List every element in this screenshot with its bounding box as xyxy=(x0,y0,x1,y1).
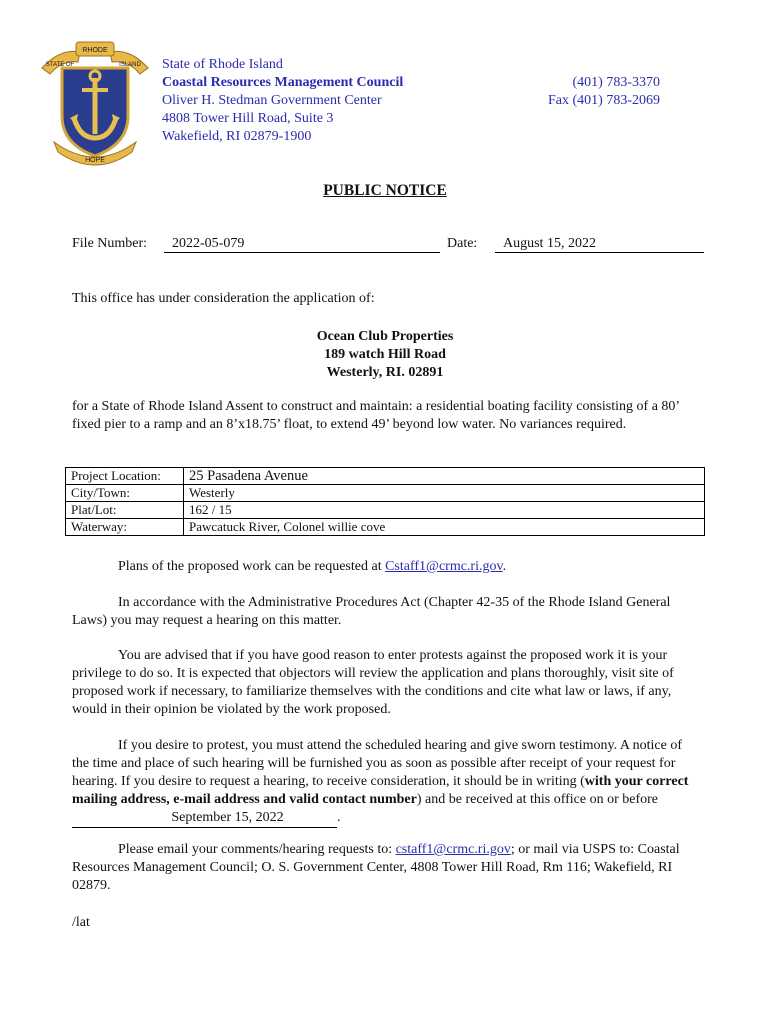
page-title: PUBLIC NOTICE xyxy=(323,182,447,199)
fax-number: Fax (401) 783-2069 xyxy=(548,93,660,108)
protest-end: . xyxy=(337,810,341,825)
city-town-value: Westerly xyxy=(184,485,705,502)
letterhead-contact xyxy=(548,74,660,110)
waterway-value: Pawcatuck River, Colonel willie cove xyxy=(184,519,705,536)
advised-paragraph: You are advised that if you have good reason to enter protests against the proposed work it is your privilege to do so. It is expected that objectors will review the application and plans thoroughly, visit site of proposed work if necessary, to familiarize themselves with the conditions and cite what law or laws, if any, would in their opinion be violated by the work proposed. xyxy=(72,648,674,717)
file-number-value: 2022-05-079 xyxy=(164,236,440,253)
phone-number: (401) 783-3370 xyxy=(572,75,660,90)
protest-paragraph xyxy=(72,737,702,828)
seal-left-text: STATE OF xyxy=(45,62,75,68)
table-row xyxy=(66,502,705,519)
intro-text: This office has under consideration the application of: xyxy=(72,291,375,306)
project-location-value: 25 Pasadena Avenue xyxy=(184,468,705,485)
plans-end: . xyxy=(502,559,507,574)
plans-email-link[interactable]: Cstaff1@crmc.ri.gov xyxy=(385,559,503,574)
typist-initials: /lat xyxy=(72,915,90,930)
project-info-table xyxy=(65,467,705,536)
plat-lot-value: 162 / 15 xyxy=(184,502,705,519)
seal-right-text: ISLAND xyxy=(119,62,141,68)
seal-top-text: RHODE xyxy=(82,47,108,54)
applicant-name: Ocean Club Properties xyxy=(316,329,454,344)
waterway-label: Waterway: xyxy=(66,519,184,536)
file-number-label: File Number: xyxy=(72,236,148,251)
plat-lot-label: Plat/Lot: xyxy=(66,502,184,519)
applicant-block xyxy=(0,328,770,382)
protest-bold-text: with your correct mailing address, e-mail address and valid contact number xyxy=(72,774,689,807)
city-address: Wakefield, RI 02879-1900 xyxy=(162,129,312,144)
protest-text-2: ) and be received at this office on or before xyxy=(416,792,658,807)
city-town-label: City/Town: xyxy=(66,485,184,502)
seal-bottom-text: HOPE xyxy=(85,157,105,164)
date-value: August 15, 2022 xyxy=(495,236,704,253)
agency-name: Coastal Resources Management Council xyxy=(162,75,404,90)
plans-text: Plans of the proposed work can be requested at xyxy=(118,559,386,574)
table-row xyxy=(66,519,705,536)
deadline-date: September 15, 2022 xyxy=(72,809,337,828)
apa-paragraph: In accordance with the Administrative Procedures Act (Chapter 42-35 of the Rhode Island General Laws) you may request a hearing on this matter. xyxy=(72,595,671,628)
applicant-address1: 189 watch Hill Road xyxy=(324,347,446,362)
date-label: Date: xyxy=(447,236,478,251)
project-location-label: Project Location: xyxy=(66,468,184,485)
hearing-email-link[interactable]: cstaff1@crmc.ri.gov xyxy=(395,842,511,857)
purpose-text: for a State of Rhode Island Assent to construct and maintain: a residential boating facility consisting of a 80’ fixed pier to a ramp and an 8’x18.75’ float, to extend 49’ beyond low water. No variances required. xyxy=(72,399,680,432)
applicant-address2: Westerly, RI. 02891 xyxy=(326,365,444,380)
email-request-text-2: ; or mail via USPS to: Coastal Resources Management Council; O. S. Government Center, 4808 Tower Hill Road, Rm 116; Wakefield, RI 02879. xyxy=(72,842,680,893)
state-name: State of Rhode Island xyxy=(162,57,283,72)
email-request-paragraph xyxy=(72,841,702,895)
letterhead-address xyxy=(162,56,403,146)
table-row xyxy=(66,468,705,485)
email-request-text-1: Please email your comments/hearing requests to: xyxy=(118,842,396,857)
building-name: Oliver H. Stedman Government Center xyxy=(162,93,382,108)
table-row xyxy=(66,485,705,502)
street-address: 4808 Tower Hill Road, Suite 3 xyxy=(162,111,334,126)
protest-text-1: If you desire to protest, you must attend the scheduled hearing and give sworn testimony. A notice of the time and place of such hearing will be furnished you as soon as possible after receipt of your request for hearing. If you desire to request a hearing, to receive consideration, it should be in writing ( xyxy=(72,738,683,789)
rhode-island-seal-icon xyxy=(40,38,150,166)
plans-paragraph xyxy=(72,558,702,576)
